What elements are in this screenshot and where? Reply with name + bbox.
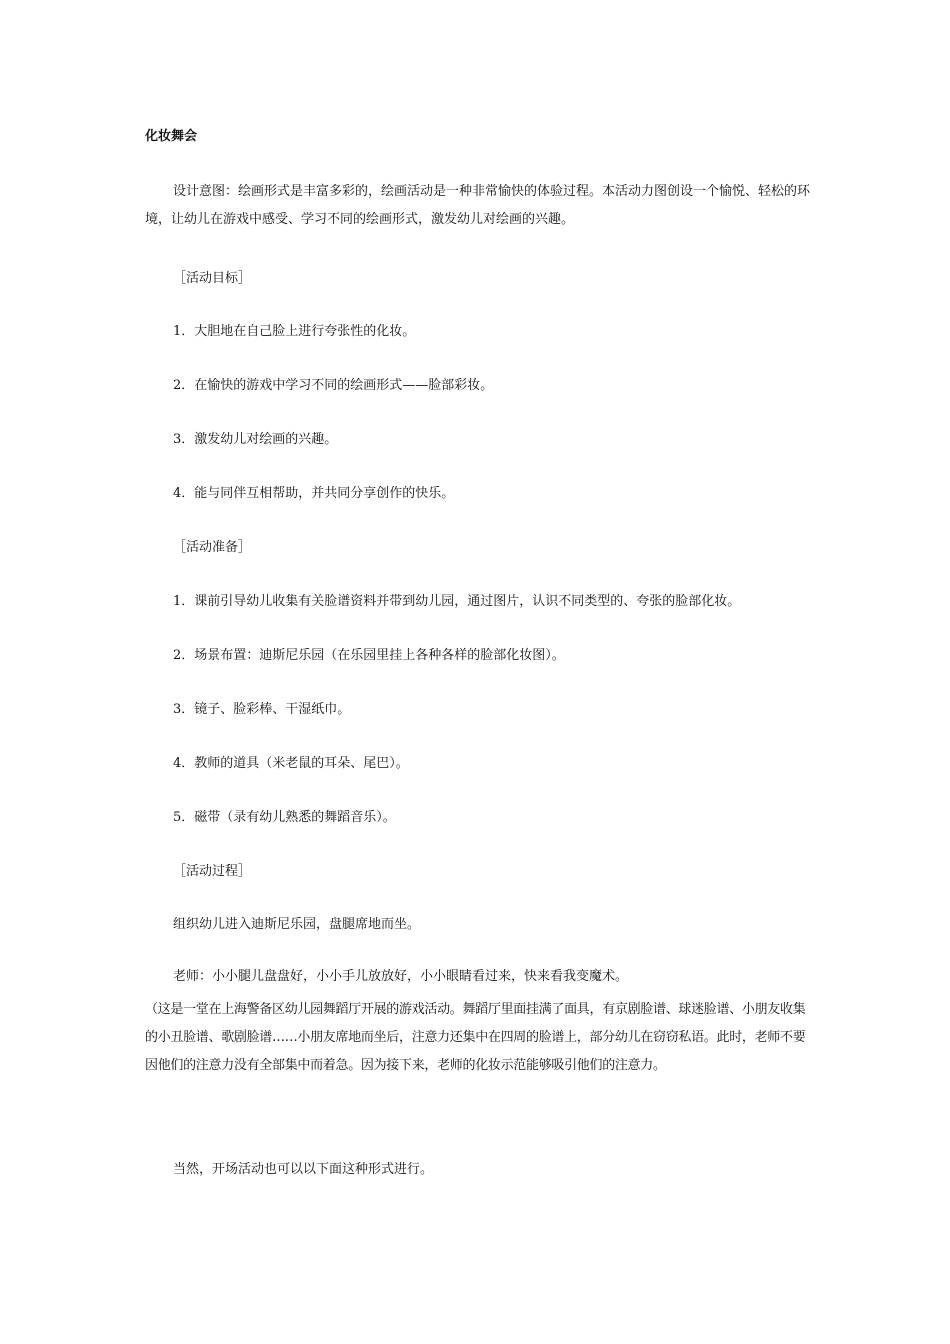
prep-item-3: 3．镜子、脸彩棒、干湿纸巾。: [173, 702, 351, 717]
goals-heading: ［活动目标］: [173, 271, 252, 286]
prep-item-5: 5．磁带（录有幼儿熟悉的舞蹈音乐）。: [173, 810, 396, 825]
goal-item-3: 3．激发幼儿对绘画的兴趣。: [173, 432, 338, 447]
prep-item-4: 4．教师的道具（米老鼠的耳朵、尾巴）。: [173, 756, 409, 771]
prep-item-1: 1．课前引导幼儿收集有关脸谱资料并带到幼儿园，通过图片，认识不同类型的、夸张的脸部化妆。: [173, 594, 741, 609]
process-paragraph-1: 组织幼儿进入迪斯尼乐园，盘腿席地而坐。: [173, 917, 421, 932]
note-paragraph: （这是一堂在上海警备区幼儿园舞蹈厅开展的游戏活动。舞蹈厅里面挂满了面具，有京剧脸谱、球迷脸谱、小朋友收集的小丑脸谱、歌剧脸谱……小朋友席地而坐后，注意力还集中在四周的脸谱上，部分幼儿在窃窃私语。此时，老师不要因他们的注意力没有全部集中而着急。因为接下来，老师的化妆示范能够吸引他们的注意力。: [145, 1002, 806, 1073]
goal-item-2: 2．在愉快的游戏中学习不同的绘画形式——脸部彩妆。: [173, 378, 494, 393]
process-paragraph-2: 老师：小小腿儿盘盘好，小小手儿放放好，小小眼睛看过来，快来看我变魔术。: [173, 969, 629, 984]
goal-item-4: 4．能与同伴互相帮助，并共同分享创作的快乐。: [173, 486, 455, 501]
document-title: 化妆舞会: [145, 129, 198, 144]
design-intent-paragraph: 设计意图：绘画形式是丰富多彩的，绘画活动是一种非常愉快的体验过程。本活动力图创设一个愉悦、轻松的环境，让幼儿在游戏中感受、学习不同的绘画形式，激发幼儿对绘画的兴趣。: [145, 184, 811, 227]
process-heading: ［活动过程］: [173, 864, 252, 879]
prep-heading: ［活动准备］: [173, 540, 252, 555]
closing-paragraph: 当然，开场活动也可以以下面这种形式进行。: [173, 1162, 434, 1177]
goal-item-1: 1．大胆地在自己脸上进行夸张性的化妆。: [173, 324, 416, 339]
prep-item-2: 2．场景布置：迪斯尼乐园（在乐园里挂上各种各样的脸部化妆图）。: [173, 648, 565, 663]
